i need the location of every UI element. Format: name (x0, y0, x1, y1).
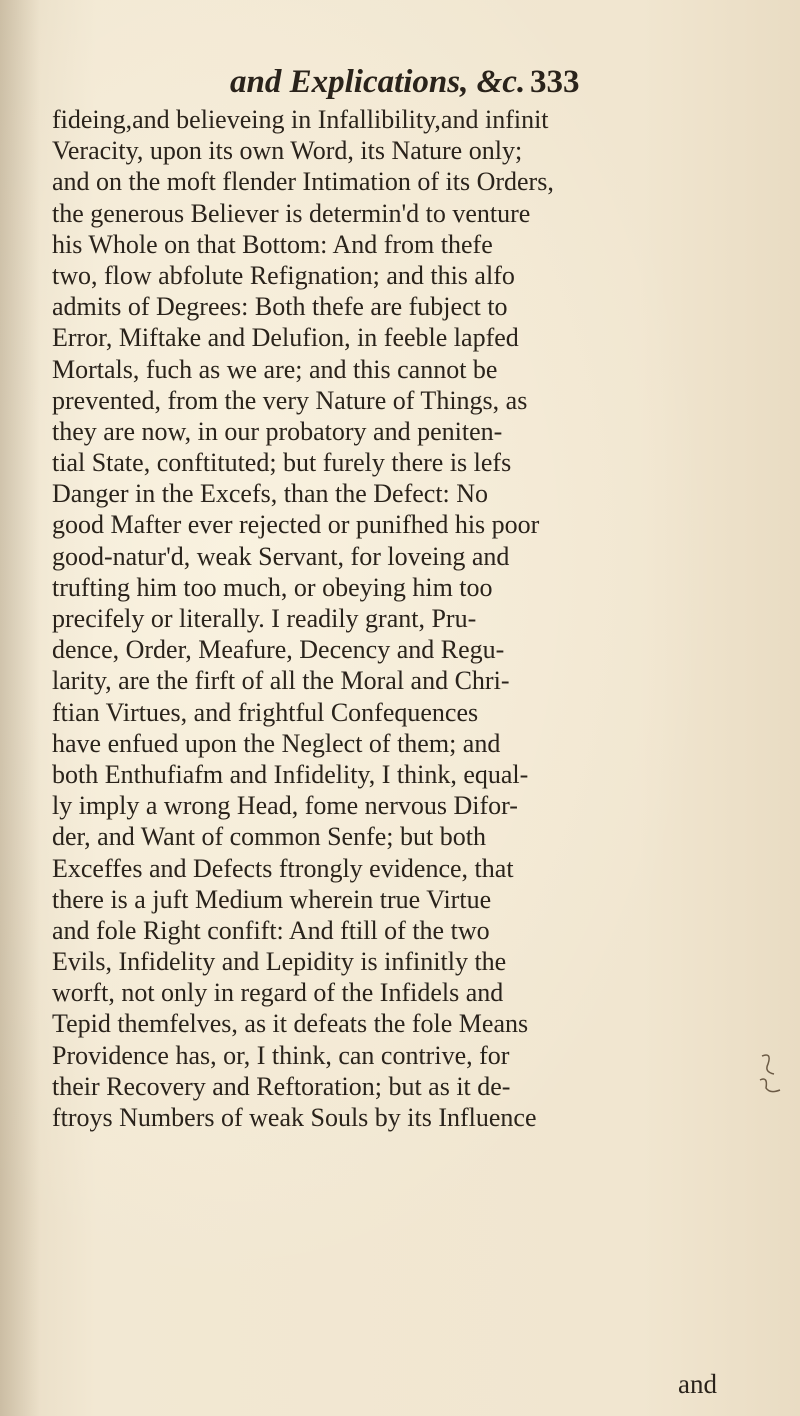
catchword: and (678, 1369, 717, 1399)
text-line: they are now, in our probatory and peniten- (52, 416, 503, 446)
gutter-shadow (0, 0, 40, 1416)
text-line: their Recovery and Reftoration; but as it de- (52, 1071, 511, 1101)
running-title: and Explications, &c. (230, 64, 526, 100)
text-line: have enfued upon the Neglect of them; and (52, 728, 501, 758)
text-line: ftian Virtues, and frightful Confequences (52, 697, 479, 727)
text-line: Mortals, fuch as we are; and this cannot be (52, 354, 498, 384)
text-line: dence, Order, Meafure, Decency and Regu- (52, 635, 505, 665)
text-line: admits of Degrees: Both thefe are fubject to (52, 292, 508, 322)
text-line: Veracity, upon its own Word, its Nature only; (52, 136, 523, 166)
text-line: both Enthufiafm and Infidelity, I think, equal- (52, 759, 529, 789)
text-line: his Whole on that Bottom: And from thefe (52, 229, 493, 259)
text-line: der, and Want of common Senfe; but both (52, 822, 486, 852)
text-line: prevented, from the very Nature of Things, as (52, 385, 528, 415)
text-line: ftroys Numbers of weak Souls by its Influence (52, 1103, 537, 1132)
text-line: Exceffes and Defects ftrongly evidence, that (52, 853, 514, 883)
page-header (230, 62, 630, 102)
text-line: trufting him too much, or obeying him too (52, 572, 493, 602)
text-line: fideing,and believeing in Infallibility,and infinit (52, 105, 549, 134)
text-line: tial State, conftituted; but furely there is lefs (52, 448, 512, 478)
text-line: Providence has, or, I think, can contrive, for (52, 1040, 510, 1070)
text-line: good-natur'd, weak Servant, for loveing and (52, 541, 510, 571)
text-line: ly imply a wrong Head, fome nervous Difor- (52, 791, 518, 821)
text-line: precifely or literally. I readily grant, Pru- (52, 604, 477, 633)
body-text (52, 104, 757, 1133)
text-line: there is a juft Medium wherein true Virtue (52, 884, 492, 914)
text-line: worft, not only in regard of the Infidels and (52, 978, 504, 1008)
text-line: Danger in the Excefs, than the Defect: No (52, 479, 489, 509)
text-line: the generous Believer is determin'd to venture (52, 198, 531, 228)
margin-pencil-mark (758, 1050, 784, 1100)
text-line: Error, Miftake and Delufion, in feeble lapfed (52, 323, 519, 353)
text-line: two, flow abfolute Refignation; and this alfo (52, 260, 515, 290)
text-line: good Mafter ever rejected or punifhed his poor (52, 510, 540, 540)
page-number: 333 (530, 64, 580, 100)
text-line: and fole Right confift: And ftill of the two (52, 915, 490, 945)
text-line: larity, are the firft of all the Moral and Chri- (52, 666, 510, 696)
text-line: and on the moft flender Intimation of its Orders, (52, 167, 554, 197)
text-line: Tepid themfelves, as it defeats the fole Means (52, 1009, 529, 1039)
text-line: Evils, Infidelity and Lepidity is infinitly the (52, 947, 507, 977)
